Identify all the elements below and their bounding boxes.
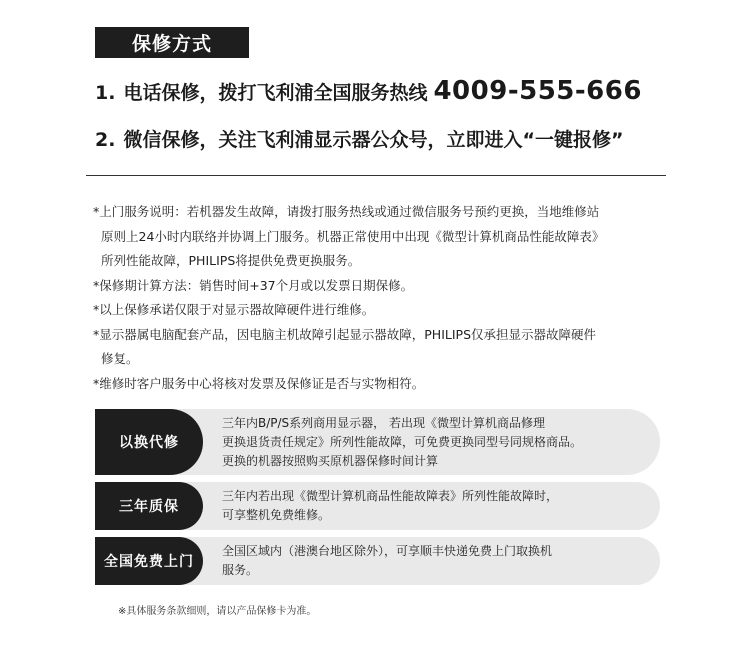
note-item <box>93 274 683 299</box>
method-wechat <box>95 125 623 152</box>
note-line: 原则上24小时内联络并协调上门服务。机器正常使用中出现《微型计算机商品性能故障表》 <box>101 228 605 244</box>
note-line: 所列性能故障，PHILIPS将提供免费更换服务。 <box>101 253 361 268</box>
note-line: *保修期计算方法：销售时间+37个月或以发票日期保修。 <box>93 277 414 293</box>
card-line: 更换退货责任规定》所列性能故障，可免费更换同型号同规格商品。 <box>222 434 583 449</box>
method-number: 2. <box>95 129 116 151</box>
note-item <box>93 200 683 274</box>
service-card-onsite <box>95 537 660 585</box>
hotline-number[interactable]: 4009-555-666 <box>433 76 642 106</box>
card-description <box>222 409 640 475</box>
card-line: 更换的机器按照购买原机器保修时间计算 <box>222 453 439 468</box>
note-item <box>93 298 683 323</box>
service-card-exchange <box>95 409 660 475</box>
note-line: 修复。 <box>101 351 139 366</box>
card-label: 三年质保 <box>95 482 203 530</box>
card-description <box>222 537 640 585</box>
note-line: *维修时客户服务中心将核对发票及保修证是否与实物相符。 <box>93 375 425 391</box>
method-text: 电话保修，拨打飞利浦全国服务热线 <box>123 82 428 104</box>
note-line: *上门服务说明：若机器发生故障，请拨打服务热线或通过微信服务号预约更换，当地维修站 <box>93 204 600 219</box>
notes-list <box>93 200 683 396</box>
note-line: *以上保修承诺仅限于对显示器故障硬件进行维修。 <box>93 302 375 317</box>
card-line: 全国区域内（港澳台地区除外），可享顺丰快递免费上门取换机 <box>222 544 553 558</box>
section-title: 保修方式 <box>95 27 249 58</box>
divider <box>86 175 666 176</box>
card-description <box>222 482 640 530</box>
card-label: 以换代修 <box>95 409 203 475</box>
card-line: 服务。 <box>222 563 259 577</box>
note-line: *显示器属电脑配套产品，因电脑主机故障引起显示器故障，PHILIPS仅承担显示器故障硬件 <box>93 326 596 342</box>
note-item <box>93 372 683 397</box>
footnote: ※具体服务条款细则，请以产品保修卡为准。 <box>118 606 317 617</box>
note-item <box>93 323 683 372</box>
card-label: 全国免费上门 <box>95 537 203 585</box>
method-number: 1. <box>95 82 116 104</box>
card-line: 三年内若出现《微型计算机商品性能故障表》所列性能故障时， <box>222 489 559 503</box>
method-phone <box>95 76 642 106</box>
card-line: 三年内B/P/S系列商用显示器， 若出现《微型计算机商品修理 <box>222 415 545 430</box>
service-card-warranty <box>95 482 660 530</box>
card-line: 可享整机免费维修。 <box>222 508 331 522</box>
method-text: 微信保修，关注飞利浦显示器公众号，立即进入“一键报修” <box>123 129 624 151</box>
